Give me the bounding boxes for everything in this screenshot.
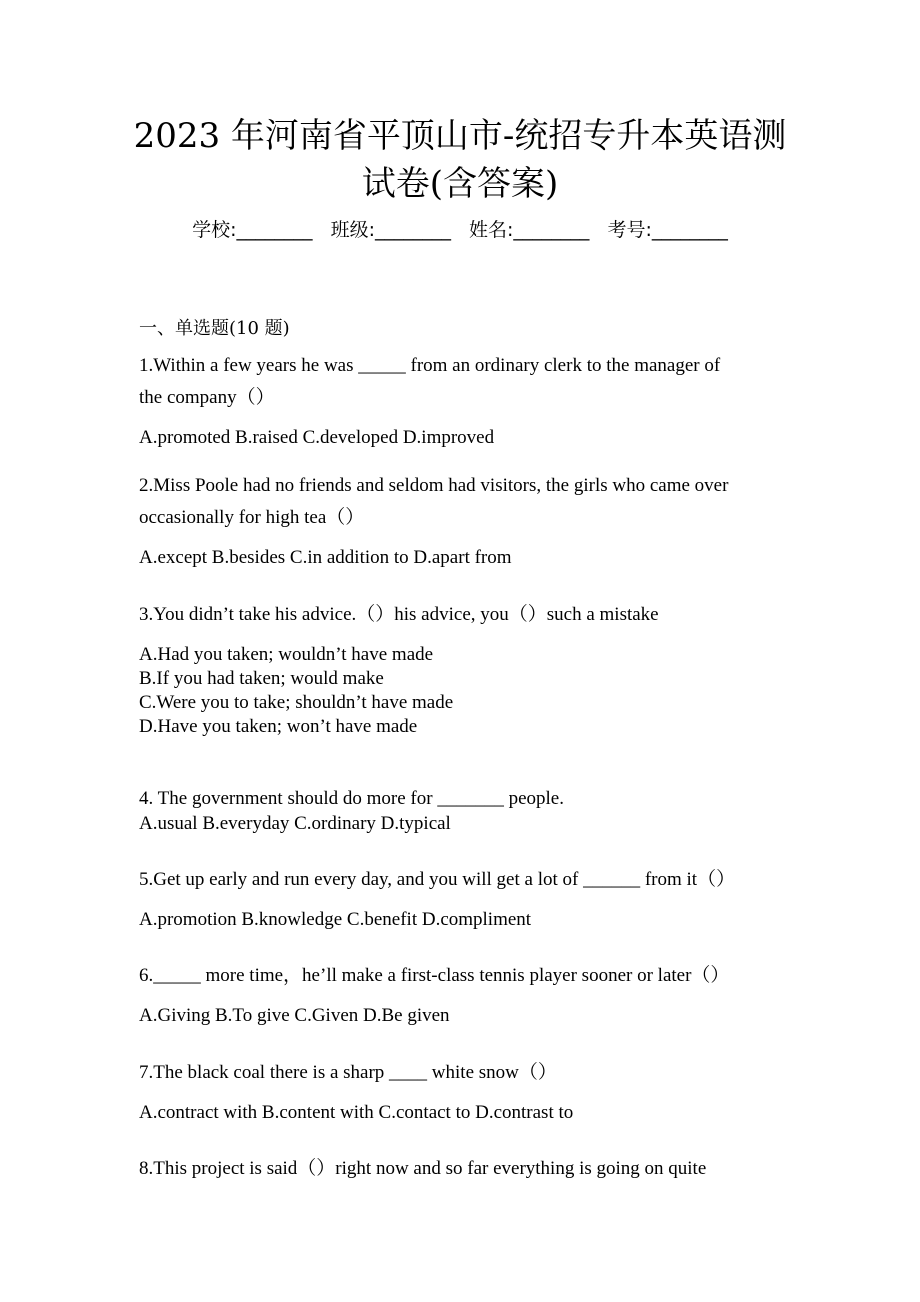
class-field: 班级:________ bbox=[330, 219, 451, 241]
question-4-stem: 4. The government should do more for _______ people. bbox=[139, 788, 564, 809]
school-field: 学校:________ bbox=[192, 219, 313, 241]
question-8-stem-line-1: 8.This project is said（）right now and so far everything is going on quite bbox=[139, 1158, 707, 1179]
question-5-stem: 5.Get up early and run every day, and you will get a lot of ______ from it（） bbox=[139, 869, 736, 890]
question-2-options: A.except B.besides C.in addition to D.apart from bbox=[139, 547, 512, 568]
question-1-stem-line-2: the company（） bbox=[139, 387, 275, 408]
question-4-options: A.usual B.everyday C.ordinary D.typical bbox=[139, 813, 451, 834]
question-3-option-c: C.Were you to take; shouldn’t have made bbox=[139, 692, 454, 713]
exam-title-line-2: 试卷(含答案) bbox=[361, 164, 559, 204]
question-7-options: A.contract with B.content with C.contact to D.contrast to bbox=[139, 1102, 574, 1123]
question-6-options: A.Giving B.To give C.Given D.Be given bbox=[139, 1005, 450, 1026]
question-3-stem: 3.You didn’t take his advice.（）his advice, you（）such a mistake bbox=[139, 604, 659, 625]
question-5-options: A.promotion B.knowledge C.benefit D.compliment bbox=[139, 909, 532, 930]
question-1-options: A.promoted B.raised C.developed D.improved bbox=[139, 427, 495, 448]
question-3-option-a: A.Had you taken; wouldn’t have made bbox=[139, 644, 434, 665]
question-3-option-b: B.If you had taken; would make bbox=[139, 668, 384, 689]
question-2-stem-line-2: occasionally for high tea（） bbox=[139, 507, 365, 528]
question-3-option-d: D.Have you taken; won’t have made bbox=[139, 716, 418, 737]
exam-title-line-1: 2023 年河南省平顶山市-统招专升本英语测 bbox=[133, 116, 787, 156]
question-1-stem-line-1: 1.Within a few years he was _____ from an ordinary clerk to the manager of bbox=[139, 355, 721, 376]
question-2-stem-line-1: 2.Miss Poole had no friends and seldom had visitors, the girls who came over bbox=[139, 475, 729, 496]
name-field: 姓名:________ bbox=[469, 219, 590, 241]
exam-number-field: 考号:________ bbox=[607, 219, 728, 241]
question-6-stem: 6._____ more time，he’ll make a first-class tennis player sooner or later（） bbox=[139, 965, 730, 986]
question-7-stem: 7.The black coal there is a sharp ____ white snow（） bbox=[139, 1062, 557, 1083]
student-info-row bbox=[60, 216, 860, 244]
section-heading: 一、单选题(10 题) bbox=[139, 318, 290, 339]
